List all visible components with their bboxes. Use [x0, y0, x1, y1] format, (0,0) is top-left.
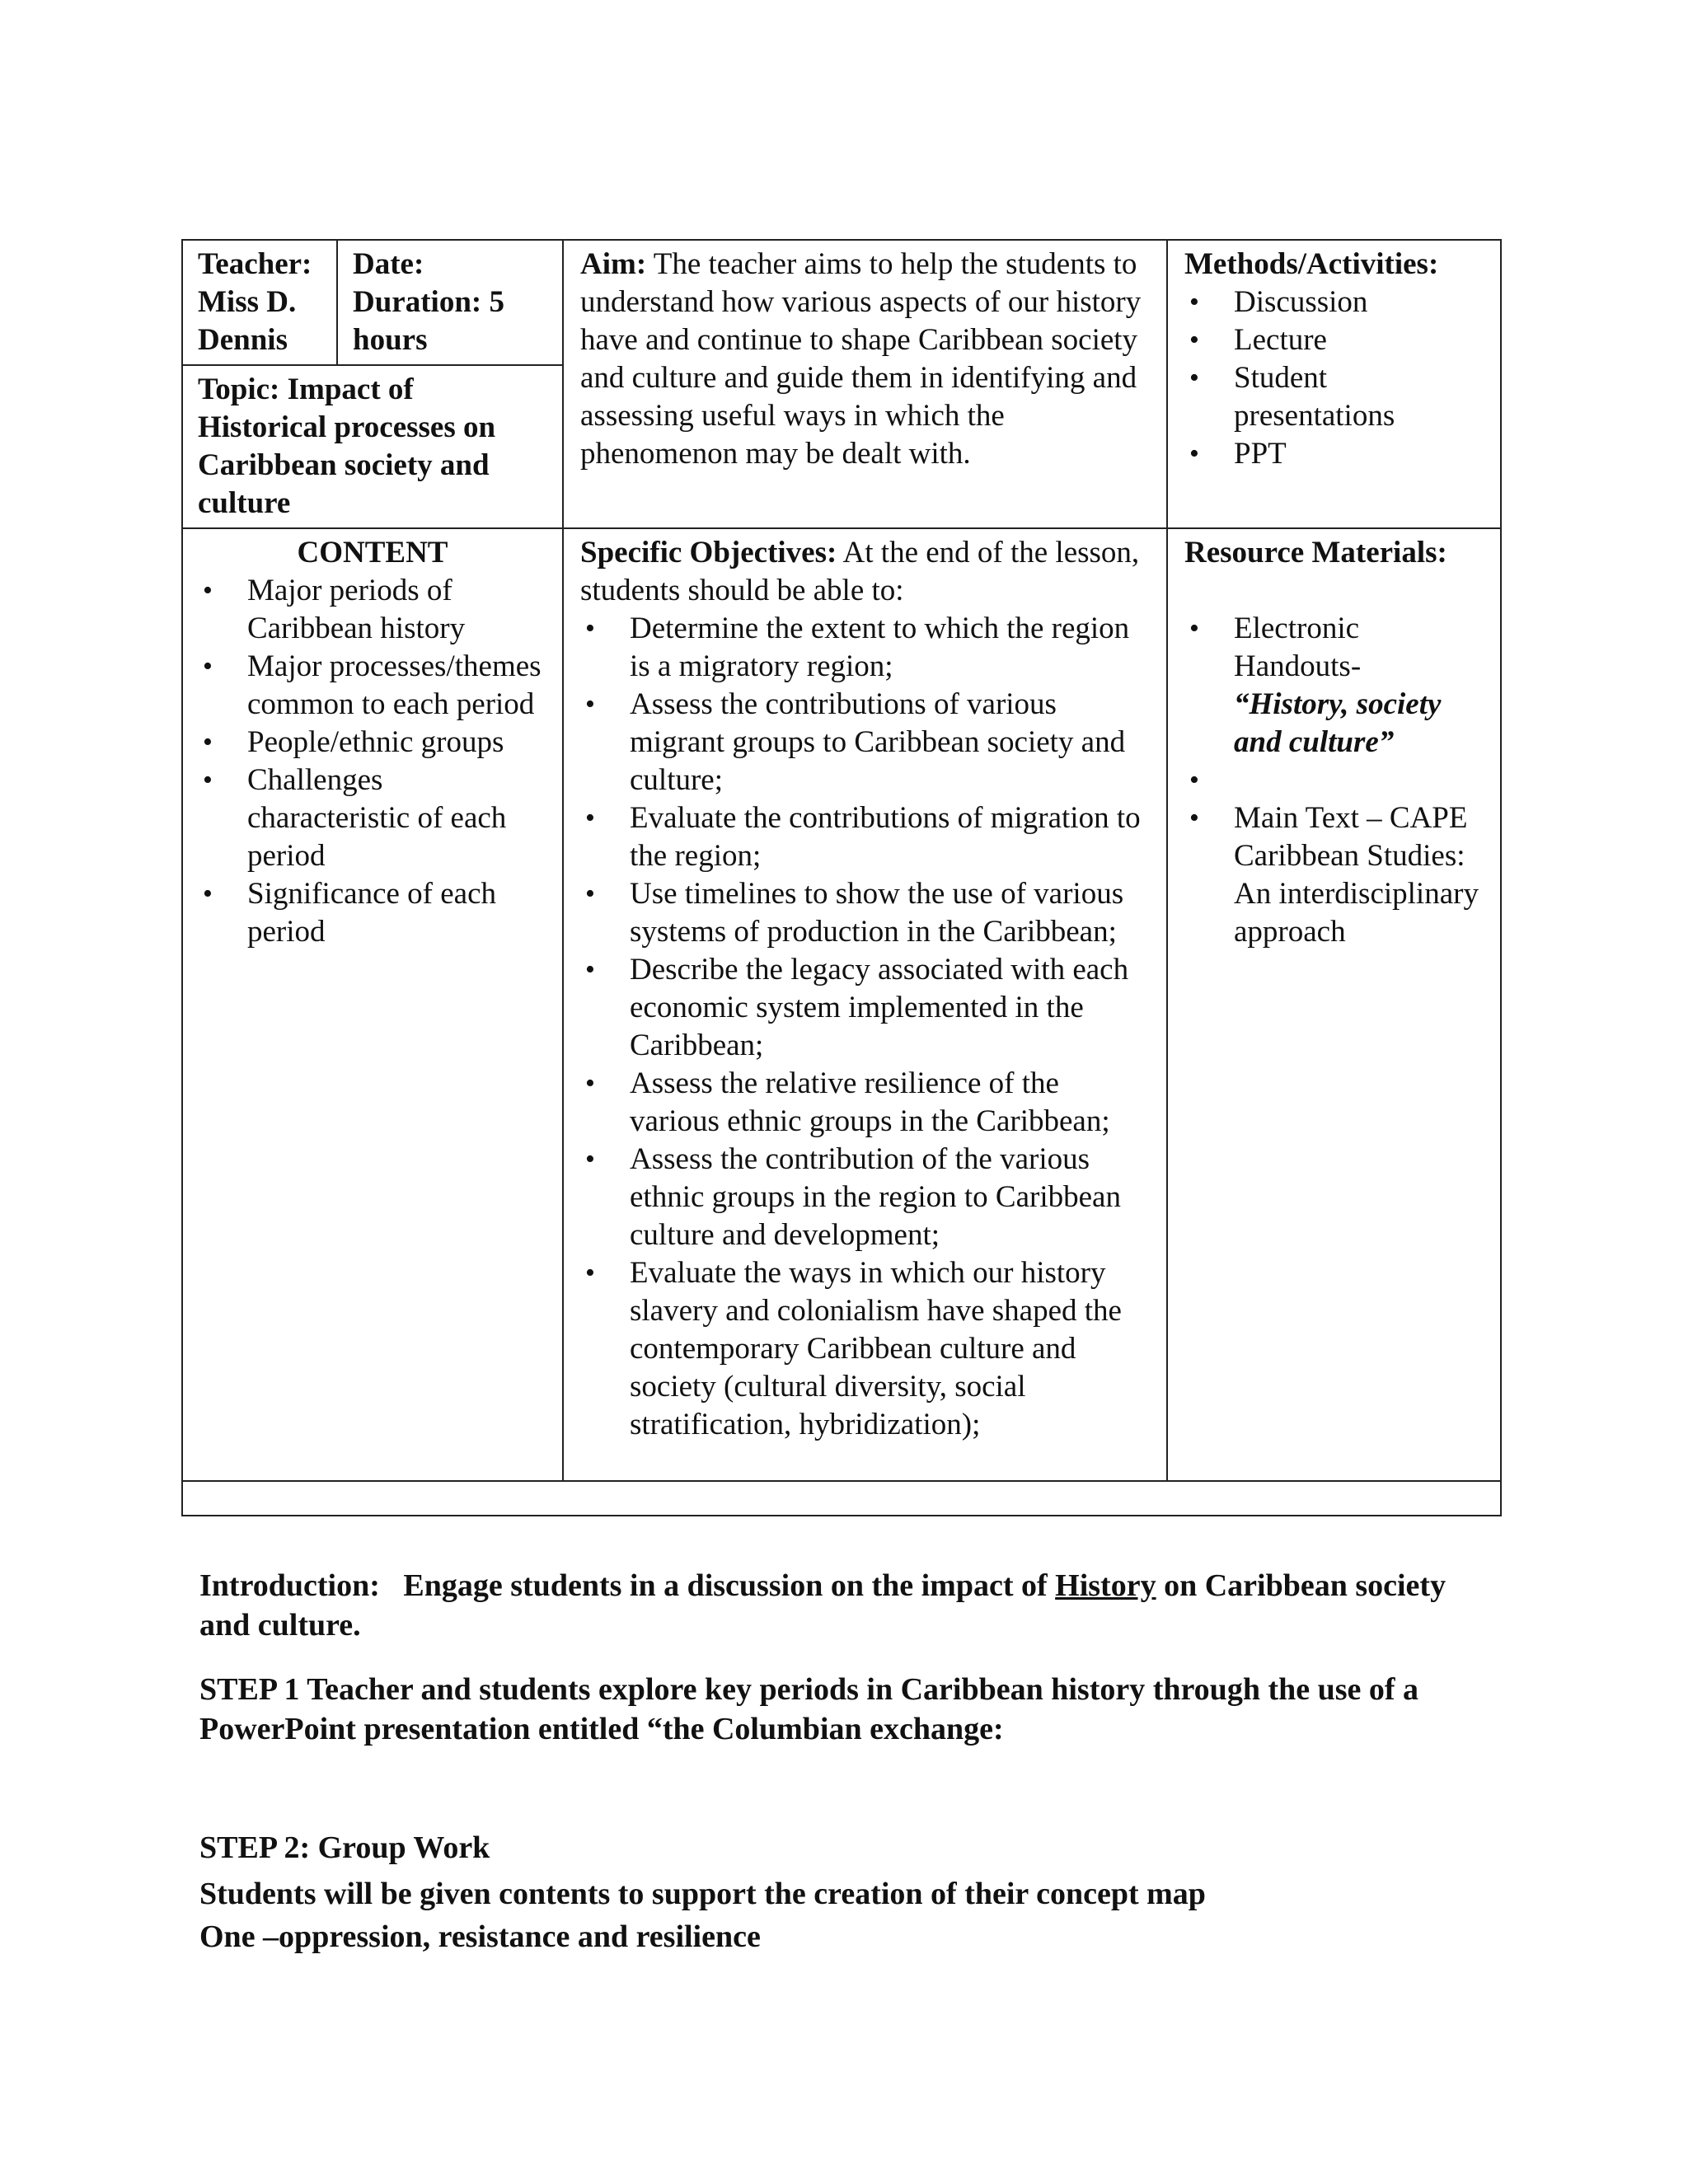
duration-unit: hours	[353, 323, 428, 357]
list-item: • Evaluate the ways in which our history slavery and colonialism have shaped the contemporary Caribbean culture and society (cultural diversity, social stratification, hybridization);	[580, 1254, 1150, 1444]
list-item: • Discussion	[1184, 284, 1484, 321]
methods-label: Methods/Activities:	[1184, 247, 1439, 281]
resource-1-text: Electronic Handouts-	[1234, 612, 1362, 683]
aim-label: Aim:	[580, 247, 647, 281]
objectives-label: Specific Objectives:	[580, 536, 837, 569]
step-2-line-2: One –oppression, resistance and resilience	[199, 1919, 761, 1954]
aim-text: The teacher aims to help the students to understand how various aspects of our history have and continue to shape Caribbean society and culture and guide them in identifying and assessing useful ways in which the phenomenon may be dealt with.	[580, 247, 1142, 471]
lesson-plan-table	[181, 239, 1502, 1516]
list-item: • Assess the contributions of various migrant groups to Caribbean society and culture;	[580, 686, 1150, 799]
topic-line: culture	[198, 486, 291, 520]
list-item: • Major periods of Caribbean history	[198, 572, 547, 648]
objectives-cell	[563, 528, 1167, 1481]
list-item: • Assess the contribution of the various ethnic groups in the region to Caribbean culture and development;	[580, 1141, 1150, 1254]
objectives-intro: At the end of the lesson, students should be able to:	[580, 536, 1140, 607]
list-item: • Student presentations	[1184, 359, 1484, 435]
list-item: • PPT	[1184, 435, 1484, 473]
intro-label: Introduction:	[199, 1568, 380, 1603]
empty-row	[182, 1481, 1501, 1516]
duration-label: Duration: 5	[353, 285, 504, 319]
objectives-list	[580, 610, 1150, 1444]
aim-cell	[563, 240, 1167, 528]
spacer	[1184, 762, 1484, 799]
resources-label: Resource Materials:	[1184, 536, 1447, 569]
list-item: • People/ethnic groups	[198, 724, 547, 762]
list-item: • Lecture	[1184, 321, 1484, 359]
content-label: CONTENT	[297, 536, 448, 569]
teacher-name-line-1: Miss D.	[198, 285, 297, 319]
methods-cell	[1167, 240, 1501, 528]
topic-line: Historical processes on	[198, 410, 496, 444]
list-item: • Assess the relative resilience of the various ethnic groups in the Caribbean;	[580, 1065, 1150, 1141]
list-item: • Major processes/themes common to each period	[198, 648, 547, 724]
list-item: • Evaluate the contributions of migration to the region;	[580, 799, 1150, 875]
introduction-paragraph	[199, 1566, 1485, 1645]
intro-text-1: Engage students in a discussion on the impact of	[379, 1568, 1056, 1603]
teacher-cell	[182, 240, 337, 365]
resources-list	[1184, 610, 1484, 951]
date-label: Date:	[353, 247, 424, 281]
list-item: • Describe the legacy associated with each economic system implemented in the Caribbean;	[580, 951, 1150, 1065]
content-list	[198, 572, 547, 951]
resource-1-title: “History, society and culture”	[1234, 687, 1442, 759]
list-item: • Significance of each period	[198, 875, 547, 951]
date-cell	[337, 240, 563, 365]
list-item: • Determine the extent to which the region is a migratory region;	[580, 610, 1150, 686]
step-1-paragraph: STEP 1 Teacher and students explore key periods in Caribbean history through the use of a PowerPoint presentation entitled “the Columbian exchange:	[199, 1672, 1419, 1746]
teacher-label: Teacher:	[198, 247, 312, 281]
list-item: • Main Text – CAPE Caribbean Studies: An interdisciplinary approach	[1184, 799, 1484, 951]
lesson-steps	[199, 1566, 1485, 1957]
intro-underlined: History	[1055, 1568, 1156, 1603]
topic-line: Caribbean society and	[198, 448, 490, 482]
topic-line: Topic: Impact of	[198, 373, 414, 406]
methods-list	[1184, 284, 1484, 473]
step-2-line-1: Students will be given contents to support the creation of their concept map	[199, 1877, 1206, 1911]
step-2-title: STEP 2: Group Work	[199, 1830, 490, 1865]
topic-cell	[182, 365, 563, 528]
resources-cell	[1167, 528, 1501, 1481]
list-item: • Challenges characteristic of each period	[198, 762, 547, 875]
list-item: • Use timelines to show the use of various systems of production in the Caribbean;	[580, 875, 1150, 951]
teacher-name-line-2: Dennis	[198, 323, 288, 357]
intro-text-2: on Caribbean society and culture.	[199, 1568, 1447, 1643]
list-item	[1184, 610, 1484, 762]
content-cell	[182, 528, 563, 1481]
